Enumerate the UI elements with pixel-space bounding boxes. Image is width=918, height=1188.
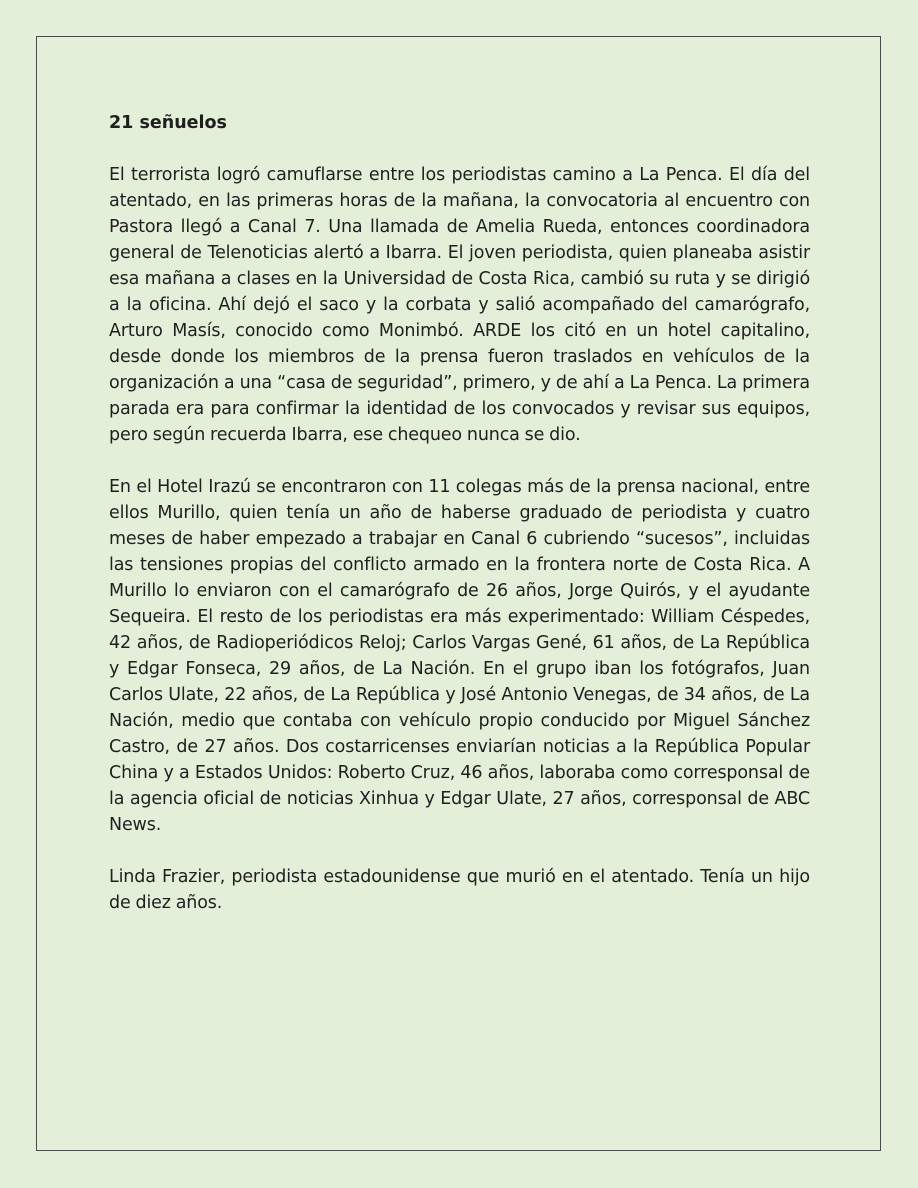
- paragraph-2: En el Hotel Irazú se encontraron con 11 colegas más de la prensa nacional, entre ellos Murillo, quien tenía un año de haberse graduado de periodista y cuatro meses de haber empezado a trabajar en Canal 6 cubriendo “sucesos”, incluidas las tensiones propias del conflicto armado en la frontera norte de Costa Rica. A Murillo lo enviaron con el camarógrafo de 26 años, Jorge Quirós, y el ayudante Sequeira. El resto de los periodistas era más experimentado: William Céspedes, 42 años, de Radioperiódicos Reloj; Carlos Vargas Gené, 61 años, de La República y Edgar Fonseca, 29 años, de La Nación. En el grupo iban los fotógrafos, Juan Carlos Ulate, 22 años, de La República y José Antonio Venegas, de 34 años, de La Nación, medio que contaba con vehículo propio conducido por Miguel Sánchez Castro, de 27 años. Dos costarricenses enviarían noticias a la República Popular China y a Estados Unidos: Roberto Cruz, 46 años, laboraba como corresponsal de la agencia oficial de noticias Xinhua y Edgar Ulate, 27 años, corresponsal de ABC News.: [109, 477, 810, 835]
- paragraph-3: Linda Frazier, periodista estadounidense que murió en el atentado. Tenía un hijo de diez años.: [109, 867, 810, 913]
- section-title: 21 señuelos: [109, 113, 227, 133]
- paragraph-1: El terrorista logró camuflarse entre los periodistas camino a La Penca. El día del atentado, en las primeras horas de la mañana, la convocatoria al encuentro con Pastora llegó a Canal 7. Una llamada de Amelia Rueda, entonces coordinadora general de Telenoticias alertó a Ibarra. El joven periodista, quien planeaba asistir esa mañana a clases en la Universidad de Costa Rica, cambió su ruta y se dirigió a la oficina. Ahí dejó el saco y la corbata y salió acompañado del camarógrafo, Arturo Masís, conocido como Monimbó. ARDE los citó en un hotel capitalino, desde donde los miembros de la prensa fueron traslados en vehículos de la organización a una “casa de seguridad”, primero, y de ahí a La Penca. La primera parada era para confirmar la identidad de los convocados y revisar sus equipos, pero según recuerda Ibarra, ese chequeo nunca se dio.: [109, 165, 810, 445]
- document-body: [109, 110, 810, 942]
